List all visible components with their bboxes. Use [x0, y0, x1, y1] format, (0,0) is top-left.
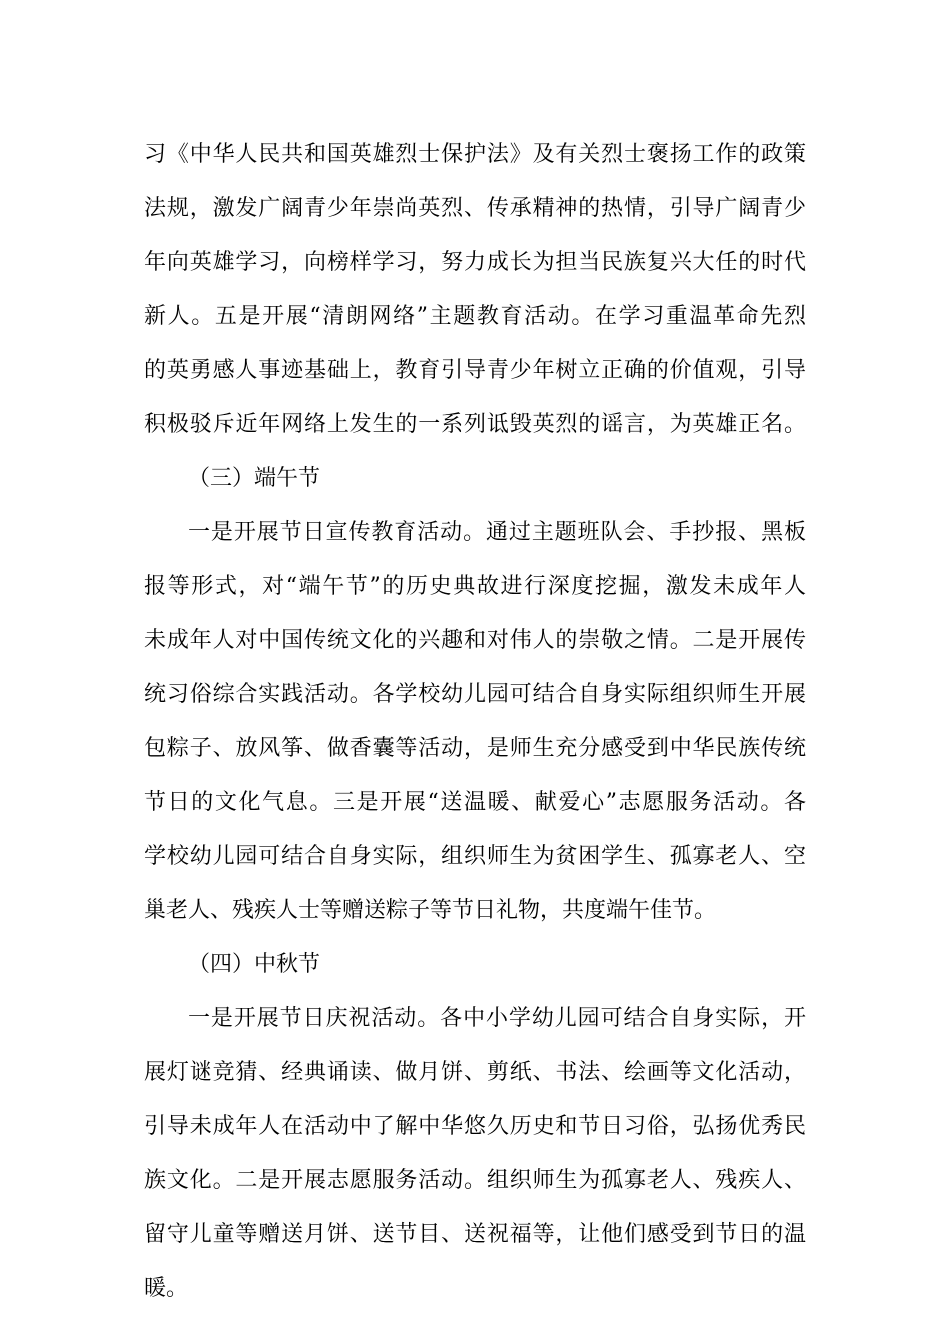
paragraph-line: 积极驳斥近年网络上发生的一系列诋毁英烈的谣言，为英雄正名。 [144, 412, 806, 437]
paragraph-line: 习《中华人民共和国英雄烈士保护法》及有关烈士褒扬工作的政策 [144, 142, 806, 167]
paragraph-line: 族文化。二是开展志愿服务活动。组织师生为孤寡老人、残疾人、 [144, 1168, 806, 1193]
paragraph-line: 学校幼儿园可结合自身实际，组织师生为贫困学生、孤寡老人、空 [144, 844, 806, 869]
paragraph-line: 巢老人、残疾人士等赠送粽子等节日礼物，共度端午佳节。 [144, 898, 717, 923]
paragraph-line: 暖。 [144, 1276, 189, 1301]
paragraph-line: 引导未成年人在活动中了解中华悠久历史和节日习俗，弘扬优秀民 [144, 1114, 806, 1139]
paragraph-line: 一是开展节日宣传教育活动。通过主题班队会、手抄报、黑板 [188, 520, 806, 545]
paragraph-line: 统习俗综合实践活动。各学校幼儿园可结合自身实际组织师生开展 [144, 682, 806, 707]
paragraph-line: 留守儿童等赠送月饼、送节目、送祝福等，让他们感受到节日的温 [144, 1222, 806, 1247]
paragraph-dragon-boat [144, 506, 806, 938]
paragraph-line: 报等形式，对“端午节”的历史典故进行深度挖掘，激发未成年人 [144, 574, 806, 599]
paragraph-line: 未成年人对中国传统文化的兴趣和对伟人的崇敬之情。二是开展传 [144, 628, 806, 653]
paragraph-line: 年向英雄学习，向榜样学习，努力成长为担当民族复兴大任的时代 [144, 250, 806, 275]
section-heading-mid-autumn: （四）中秋节 [188, 952, 321, 977]
paragraph-mid-autumn [144, 992, 806, 1316]
paragraph-heroes-continued [144, 128, 806, 452]
section-heading-dragon-boat: （三）端午节 [188, 466, 321, 491]
document-body [144, 128, 806, 1316]
paragraph-line: 新人。五是开展“清朗网络”主题教育活动。在学习重温革命先烈 [144, 304, 806, 329]
paragraph-line: 的英勇感人事迹基础上，教育引导青少年树立正确的价值观，引导 [144, 358, 806, 383]
paragraph-line: 节日的文化气息。三是开展“送温暖、献爱心”志愿服务活动。各 [144, 790, 806, 815]
paragraph-line: 法规，激发广阔青少年崇尚英烈、传承精神的热情，引导广阔青少 [144, 196, 806, 221]
paragraph-line: 包粽子、放风筝、做香囊等活动，是师生充分感受到中华民族传统 [144, 736, 806, 761]
paragraph-line: 一是开展节日庆祝活动。各中小学幼儿园可结合自身实际，开 [188, 1006, 806, 1031]
paragraph-line: 展灯谜竞猜、经典诵读、做月饼、剪纸、书法、绘画等文化活动， [144, 1060, 806, 1085]
